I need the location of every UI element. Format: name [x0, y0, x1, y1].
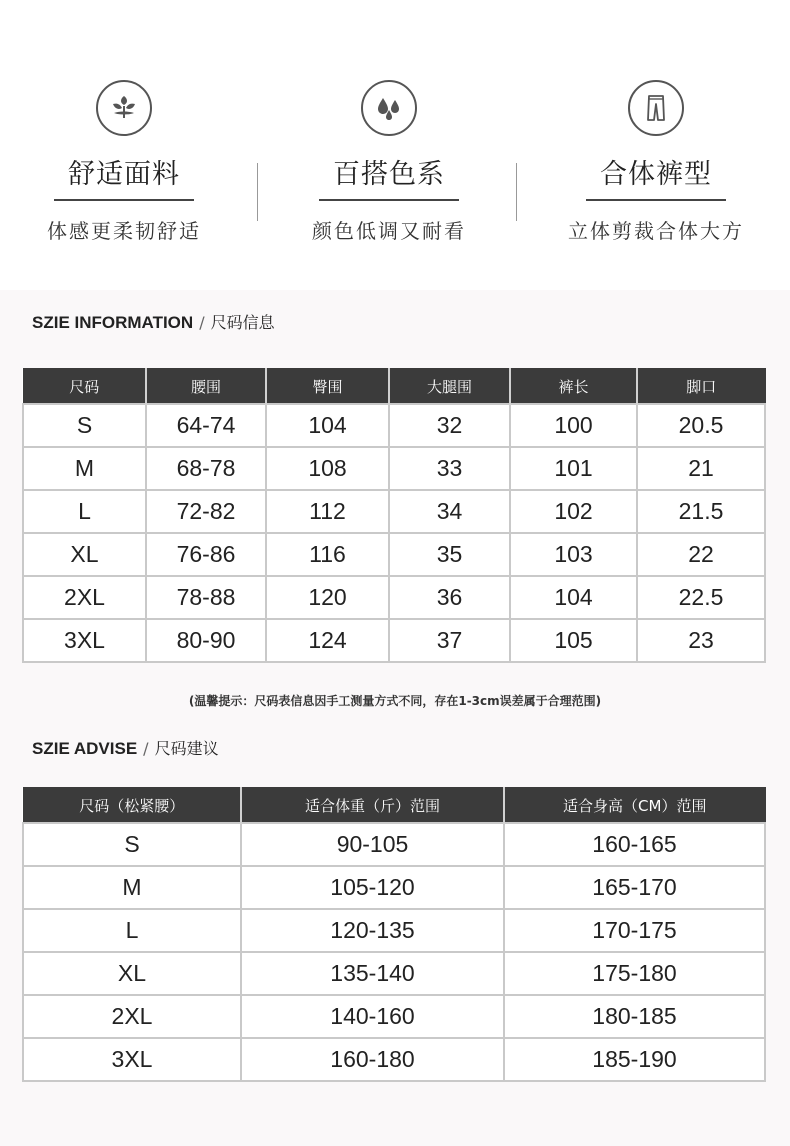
- table-cell: 105: [510, 619, 637, 662]
- table-cell: XL: [23, 533, 146, 576]
- table-cell: 120: [266, 576, 389, 619]
- size-advise-title-en: SZIE ADVISE: [32, 739, 138, 758]
- table-cell: 22: [637, 533, 765, 576]
- feature-subtitle: 体感更柔韧舒适: [47, 219, 201, 243]
- table-cell: 104: [266, 404, 389, 447]
- table-cell: 72-82: [146, 490, 266, 533]
- size-advise-heading: [32, 736, 219, 759]
- table-cell: 35: [389, 533, 510, 576]
- table-cell: 112: [266, 490, 389, 533]
- feature-title: 合体裤型: [600, 159, 712, 190]
- column-header: 臀围: [266, 369, 389, 405]
- table-cell: 2XL: [23, 576, 146, 619]
- table-cell: S: [23, 404, 146, 447]
- column-header: 腰围: [146, 369, 266, 405]
- table-cell: 120-135: [241, 909, 504, 952]
- table-cell: 104: [510, 576, 637, 619]
- table-cell: 180-185: [504, 995, 765, 1038]
- table-cell: 80-90: [146, 619, 266, 662]
- table-cell: XL: [23, 952, 241, 995]
- table-cell: S: [23, 823, 241, 866]
- feature-fabric: [0, 80, 254, 244]
- feature-subtitle: 颜色低调又耐看: [312, 219, 466, 243]
- table-cell: 170-175: [504, 909, 765, 952]
- feature-underline: [54, 199, 194, 201]
- column-header: 适合体重（斤）范围: [241, 788, 504, 824]
- table-cell: 3XL: [23, 619, 146, 662]
- column-header: 脚口: [637, 369, 765, 405]
- table-cell: M: [23, 447, 146, 490]
- pants-icon: [628, 80, 684, 136]
- table-cell: 33: [389, 447, 510, 490]
- feature-underline: [586, 199, 726, 201]
- column-header: 尺码（松紧腰）: [23, 788, 241, 824]
- table-cell: 22.5: [637, 576, 765, 619]
- table-cell: 64-74: [146, 404, 266, 447]
- size-info-heading: [32, 310, 275, 333]
- table-cell: 3XL: [23, 1038, 241, 1081]
- heading-separator: /: [143, 739, 149, 758]
- table-cell: 185-190: [504, 1038, 765, 1081]
- table-cell: L: [23, 490, 146, 533]
- table-cell: 108: [266, 447, 389, 490]
- table-row: [23, 447, 765, 490]
- column-header: 裤长: [510, 369, 637, 405]
- size-info-title-cn: 尺码信息: [210, 313, 275, 332]
- table-cell: 100: [510, 404, 637, 447]
- table-cell: 116: [266, 533, 389, 576]
- measurement-note: (温馨提示：尺码表信息因手工测量方式不同，存在1-3cm误差属于合理范围): [188, 694, 602, 708]
- flower-icon: [96, 80, 152, 136]
- size-info-title-en: SZIE INFORMATION: [32, 313, 194, 332]
- table-cell: M: [23, 866, 241, 909]
- size-info-table: [22, 368, 766, 663]
- table-row: [23, 866, 765, 909]
- feature-subtitle: 立体剪裁合体大方: [568, 219, 744, 243]
- table-cell: 140-160: [241, 995, 504, 1038]
- table-cell: 175-180: [504, 952, 765, 995]
- table-cell: 32: [389, 404, 510, 447]
- feature-underline: [319, 199, 459, 201]
- table-row: [23, 1038, 765, 1081]
- table-row: [23, 490, 765, 533]
- table-cell: 37: [389, 619, 510, 662]
- size-advise-table: [22, 787, 766, 1082]
- heading-separator: /: [199, 313, 205, 332]
- divider: [516, 163, 517, 221]
- table-cell: 165-170: [504, 866, 765, 909]
- table-cell: 135-140: [241, 952, 504, 995]
- feature-colors: [259, 80, 519, 244]
- table-cell: 90-105: [241, 823, 504, 866]
- feature-title: 舒适面料: [68, 159, 180, 190]
- table-cell: 76-86: [146, 533, 266, 576]
- table-row: [23, 619, 765, 662]
- table-cell: 21.5: [637, 490, 765, 533]
- table-cell: 2XL: [23, 995, 241, 1038]
- table-cell: L: [23, 909, 241, 952]
- table-cell: 105-120: [241, 866, 504, 909]
- size-advise-title-cn: 尺码建议: [154, 739, 219, 758]
- table-row: [23, 909, 765, 952]
- table-cell: 34: [389, 490, 510, 533]
- table-cell: 21: [637, 447, 765, 490]
- table-cell: 23: [637, 619, 765, 662]
- table-row: [23, 823, 765, 866]
- divider: [257, 163, 258, 221]
- features-banner: [0, 0, 790, 290]
- table-cell: 20.5: [637, 404, 765, 447]
- table-row: [23, 576, 765, 619]
- table-cell: 78-88: [146, 576, 266, 619]
- table-cell: 124: [266, 619, 389, 662]
- table-cell: 101: [510, 447, 637, 490]
- table-cell: 68-78: [146, 447, 266, 490]
- feature-title: 百搭色系: [333, 159, 445, 190]
- table-row: [23, 952, 765, 995]
- feature-fit: [526, 80, 786, 244]
- table-row: [23, 533, 765, 576]
- column-header: 尺码: [23, 369, 146, 405]
- table-row: [23, 404, 765, 447]
- droplets-icon: [361, 80, 417, 136]
- table-cell: 103: [510, 533, 637, 576]
- table-cell: 102: [510, 490, 637, 533]
- table-row: [23, 995, 765, 1038]
- table-cell: 160-165: [504, 823, 765, 866]
- table-cell: 160-180: [241, 1038, 504, 1081]
- column-header: 大腿围: [389, 369, 510, 405]
- table-cell: 36: [389, 576, 510, 619]
- column-header: 适合身高（CM）范围: [504, 788, 765, 824]
